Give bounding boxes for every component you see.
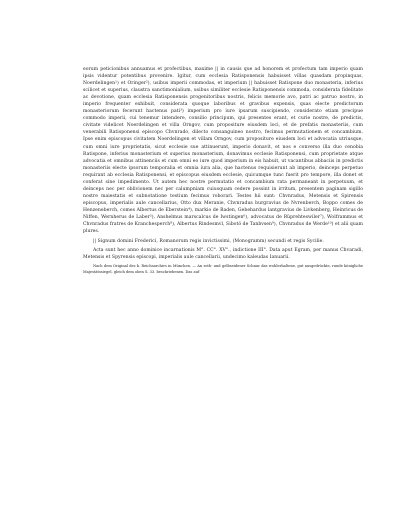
- signum-line: || Signum domini Frederici, Romanorum regis invictissimi, (Monogramm) secundi et regis Sycilie.: [93, 239, 324, 245]
- document-page: [83, 66, 363, 279]
- source-footnote: Nach dem Original des k. Reichsarchivs in München. — An roth- und gelbseidener Schnur das wohlerhaltene, gut ausgedrückte, runde königliche Majestätssiegel, gleich dem oben S. 33. beschriebenen. Das auf: [83, 264, 363, 274]
- acta-dating-clause: Acta sunt hec anno dominice incarnationis M°. CC°. XV°., indictione III°. Data aput Egram, per manus Chvaradi, Metensis et Spyrensis episcopi, imperialis aule cancellarii, undecimo kaleudas Ianuarii.: [83, 248, 363, 261]
- charter-body-text: eorum peticionibus annuamus et profectibus, maxime || in causis que ad honorem et profectum tam imperio quam ipsis videntur potentibus provenire. Igitur, cum ecclesia Ratisponensis habuisset villas quasdam propinquas, Noerdelingen¹) et Oringer²), usibus imperii commodas, et imperium || habuisset Ratispone duo monasteria, inferius scilicet et superius, claustra sanctimonialium, usibus similiter ecclesie Ratisponensis commoda, considerata fidelitate ac devotione, quam ecclesia Ratisponensis progenitoribus nostris, felicis memorie avo, patri ac patruo nostro, in imperio frequenter exhibuit, considerata quoque laboribus et gravibus expensis, quas electe predictorum monasteriorum fecerunt hactenus pati³) imperium pro iure ipsarum suscipiendo, considerato etiam precipue commodo imperii, cui tenemur intendere, consilio principum, qui presentes erant, et curie nostre, de predictis, civitate videlicet Noerdelingen et villa Orngov, cum propositure eiusdem loci, et de prefatis monasteriis, cum venerabili Ratisponensi episcopo Chvnrado, dilecto consanguineo nostro, fecimus permutationem et concambium. Ipse enim episcopus civitatem Noerdelingen et villam Orngov, cum propositure eiusdem loci et advocatia utriusque, cum omni iure proprietatis, sicut ecclesie sue attinuerunt, imperio donavit, et nos e converso illa duo cenobia Ratispone, inferius monasterium et superius monasterium, donavimus ecclesie Ratisponensi, cum proprietate atque advocatia et omnibus attinenciis et cum omni eo iure quod imperium in eis habuit, ut vacantibus abbaciis in predictis monasteriis electe ipsorum temporalia et omnia iura alia, que hactenus requisierunt ab imperio, deinceps perpetuo requirant ab ecclesia Ratisponensi, et episcopus eiusdem ecclesie, quicumque tunc fuerit pro tempore, illa donet et conferat sine impedimento. Ut autem hec nostre permutatio et concambium rata permaneant in perpetuum, et deinceps nec per oblivionem nec per calumpniam cuiusquam cedere possint in irritum, presentem paginam sigillo nostre maiestatis et subnotatione testium fecimus roborari. Testes hii sunt: Chvnradus, Metensis et Spirensis episcopus, imperialis aule cancellarius, Otto dux Meranie, Chvnradus burgravius de Nvrenberch, Boppo comes de Henzeneberch, comes Albertus de Eberstein⁴), markio de Baden, Gebehardus lantgravius de Livkenberg, Heinricus de Niffen, Wernherus de Laber⁵), Anshelmus marscalcus de Iwstingen⁶), advocatus de Rüprehteswiler⁷), Wolframmus et Chvnradus fratres de Kranchesperch⁸), Albertus Rindesmvl, Sibotö de Tanbvsen⁹), Chvnradus de Werde¹⁰) et alii quam plures.: [83, 67, 363, 235]
